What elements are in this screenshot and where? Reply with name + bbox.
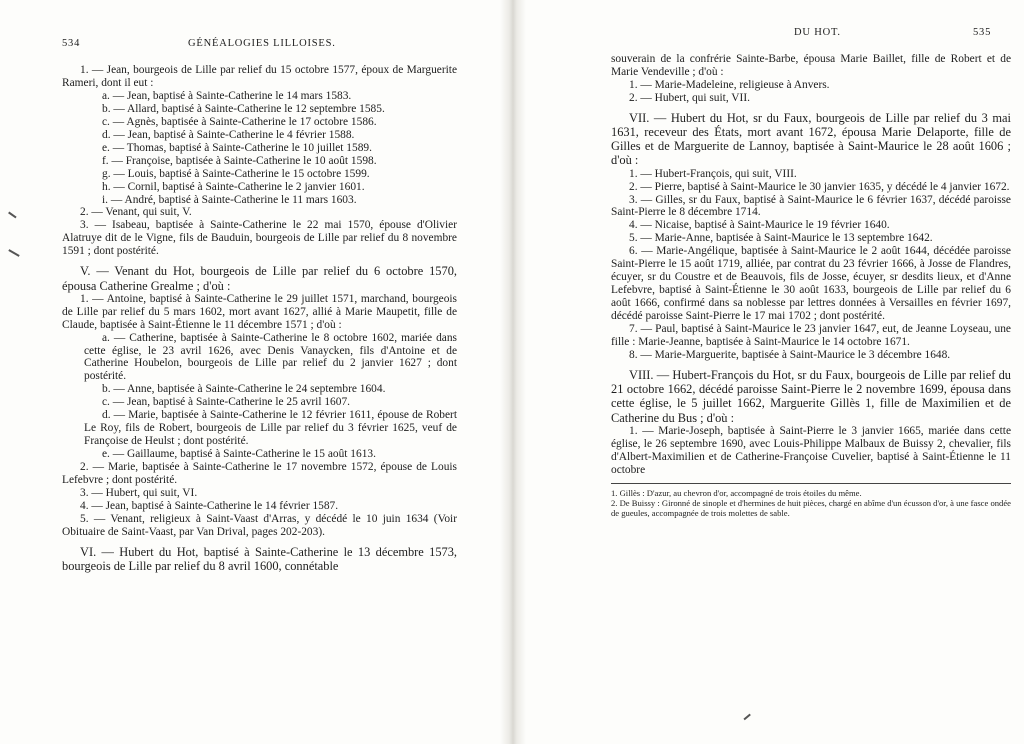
entry-7-paul: 7. — Paul, baptisé à Saint-Maurice le 23 janvier 1647, eut, de Jeanne Loyseau, une fille : Marie-Jeanne, baptisée à Saint-Maurice le 14 octobre 1671. (611, 323, 1011, 349)
page-number-right: 535 (973, 27, 992, 38)
entry-i-andre: i. — André, baptisé à Sainte-Catherine le 11 mars 1603. (102, 193, 357, 206)
continuation-vi: souverain de la confrérie Sainte-Barbe, épousa Marie Baillet, fille de Robert et de Marie Vendeville ; d'où : (611, 53, 1011, 78)
entry-5-venant: 5. — Venant, religieux à Saint-Vaast d'Arras, y décédé le 10 juin 1634 (Voir Obituaire de Saint-Vaast, par Van Drival, pages 202-203). (62, 512, 457, 538)
footnote-rule (611, 483, 1011, 484)
entry-1-jean: 1. — Jean, bourgeois de Lille par relief du 15 octobre 1577, époux de Marguerite Rameri, dont il eut : (62, 64, 457, 89)
right-page (518, 0, 1024, 744)
entry-d-marie: d. — Marie, baptisée à Sainte-Catherine le 12 février 1611, épouse de Robert Le Roy, fils de Robert, bourgeois de Lille par relief du 3 février 1625, veuf de Françoise de Heulst ; dont postérité. (84, 409, 457, 448)
running-head-right: DU HOT. (794, 27, 841, 38)
entry-4-nicaise: 4. — Nicaise, baptisé à Saint-Maurice le 19 février 1640. (629, 219, 890, 232)
entry-h-cornil: h. — Cornil, baptisé à Sainte-Catherine le 2 janvier 1601. (102, 180, 365, 193)
left-page (0, 0, 505, 744)
entry-2-hubert: 2. — Hubert, qui suit, VII. (629, 91, 750, 104)
section-vii-hubert: VII. — Hubert du Hot, sr du Faux, bourgeois de Lille par relief du 3 mai 1631, receveur des États, mort avant 1672, épousa Marie Delaporte, fille de Gilles et de Marguerite de Lannoy, baptisée à Saint-Maurice le 28 août 1606 ; d'où : (611, 110, 1011, 168)
entry-c-agnes: c. — Agnès, baptisée à Sainte-Catherine le 17 octobre 1586. (102, 115, 377, 128)
entry-2-pierre: 2. — Pierre, baptisé à Saint-Maurice le 30 janvier 1635, y décédé le 4 janvier 1672. (629, 180, 1010, 193)
entry-2-venant: 2. — Venant, qui suit, V. (80, 206, 192, 219)
entry-1-marie-joseph: 1. — Marie-Joseph, baptisée à Saint-Pierre le 3 janvier 1665, mariée dans cette église, le 26 septembre 1690, avec Louis-Philippe Malbaux de Buissy 2, chevalier, fils d'Albert-Maximilien et de Catherine-Françoise Cuvelier, baptisé à Saint-Étienne le 11 octobre (611, 424, 1011, 476)
margin-mark (8, 212, 16, 218)
entry-a-catherine: a. — Catherine, baptisée à Sainte-Catherine le 8 octobre 1602, mariée dans cette église, le 23 avril 1626, avec Denis Vanaycken, fils d'Antoine et de Catherine Houbelon, bourgeois de Lille par relief du 2 janvier 1627 ; dont postérité. (84, 331, 457, 383)
entry-c-jean: c. — Jean, baptisé à Sainte-Catherine le 25 avril 1607. (102, 396, 350, 409)
entry-a-jean: a. — Jean, baptisé à Sainte-Catherine le 14 mars 1583. (102, 89, 352, 102)
entry-1-antoine: 1. — Antoine, baptisé à Sainte-Catherine le 29 juillet 1571, marchand, bourgeois de Lille par relief du 5 mars 1602, mort avant 1627, allié à Marie Maupetit, fille de Claude, baptisée à Saint-Étienne le 11 décembre 1571 ; d'où : (62, 292, 457, 331)
entry-2-marie: 2. — Marie, baptisée à Sainte-Catherine le 17 novembre 1572, épouse de Louis Lefebvre ; dont postérité. (62, 461, 457, 487)
entry-1-marie-madeleine: 1. — Marie-Madeleine, religieuse à Anvers. (629, 78, 830, 91)
page-number-left: 534 (62, 38, 81, 49)
entry-b-allard: b. — Allard, baptisé à Sainte-Catherine le 12 septembre 1585. (102, 102, 385, 115)
entry-4-jean: 4. — Jean, baptisé à Sainte-Catherine le 14 février 1587. (80, 499, 339, 512)
entry-3-gilles: 3. — Gilles, sr du Faux, baptisé à Saint-Maurice le 6 février 1637, décédé paroisse Saint-Pierre le 8 décembre 1714. (611, 193, 1011, 219)
right-body (611, 53, 1011, 519)
entry-b-anne: b. — Anne, baptisée à Sainte-Catherine le 24 septembre 1604. (102, 383, 386, 396)
section-v-venant: V. — Venant du Hot, bourgeois de Lille par relief du 6 octobre 1570, épousa Catherine Grealme ; d'où : (62, 264, 457, 293)
entry-8-marie-marguerite: 8. — Marie-Marguerite, baptisée à Saint-Maurice le 3 décembre 1648. (629, 348, 951, 361)
entry-d-jean: d. — Jean, baptisé à Sainte-Catherine le 4 février 1588. (102, 128, 355, 141)
running-head-left: GÉNÉALOGIES LILLOISES. (188, 38, 336, 49)
entry-3-hubert: 3. — Hubert, qui suit, VI. (80, 487, 198, 499)
entry-6-marie-angelique: 6. — Marie-Angélique, baptisée à Saint-Maurice le 2 août 1644, décédée paroisse Saint-Pierre le 15 août 1719, alliée, par contrat du 23 février 1666, à Josse de Flandres, écuyer, sr du Coustre et de Beauvois, fils de Josse, écuyer, sr desdits lieux, et d'Anne Lefebvre, baptisé à Saint-Étienne le 30 août 1633, bourgeois de Lille par relief du 6 août 1666, confirmé dans sa noblesse par lettres données à Versailles en février 1697, décédé paroisse Saint-Pierre le 17 mai 1702 ; dont postérité. (611, 245, 1011, 323)
stray-mark (743, 714, 750, 720)
entry-e-gaillaume: e. — Gaillaume, baptisé à Sainte-Catherine le 15 août 1613. (102, 448, 376, 461)
footnote-2: 2. De Buissy : Gironné de sinople et d'hermines de huit pièces, chargé en abîme d'un écusson d'or, à une fasce ondée de gueules, accompagnée de trois molettes de sable. (611, 497, 1011, 519)
entry-e-thomas: e. — Thomas, baptisé à Sainte-Catherine le 10 juillet 1589. (102, 141, 372, 154)
entry-3-isabeau: 3. — Isabeau, baptisée à Sainte-Catherine le 22 mai 1570, épouse d'Olivier Alatruye dit de le Vigne, fils de Bauduin, bourgeois de Lille par relief du 8 novembre 1591 ; dont postérité. (62, 219, 457, 258)
entry-f-francoise: f. — Françoise, baptisée à Sainte-Catherine le 10 août 1598. (102, 154, 377, 167)
entry-5-marie-anne: 5. — Marie-Anne, baptisée à Saint-Maurice le 13 septembre 1642. (629, 232, 933, 245)
margin-mark (8, 249, 19, 257)
footnote-1: 1. Gillès : D'azur, au chevron d'or, accompagné de trois étoiles du même. (611, 487, 862, 498)
left-body (62, 64, 457, 573)
section-viii-hubert-francois: VIII. — Hubert-François du Hot, sr du Faux, bourgeois de Lille par relief du 21 octobre 1662, décédé paroisse Saint-Pierre le 2 novembre 1699, épousa dans cette église, le 5 juillet 1662, Marguerite Gillès 1, fille de Maximilien et de Catherine du Bus ; d'où : (611, 367, 1011, 425)
entry-g-louis: g. — Louis, baptisé à Sainte-Catherine le 15 octobre 1599. (102, 167, 370, 180)
section-vi-hubert: VI. — Hubert du Hot, baptisé à Sainte-Catherine le 13 décembre 1573, bourgeois de Lille par relief du 8 avril 1600, connétable (62, 544, 457, 574)
entry-1-hubert-francois: 1. — Hubert-François, qui suit, VIII. (629, 167, 797, 180)
